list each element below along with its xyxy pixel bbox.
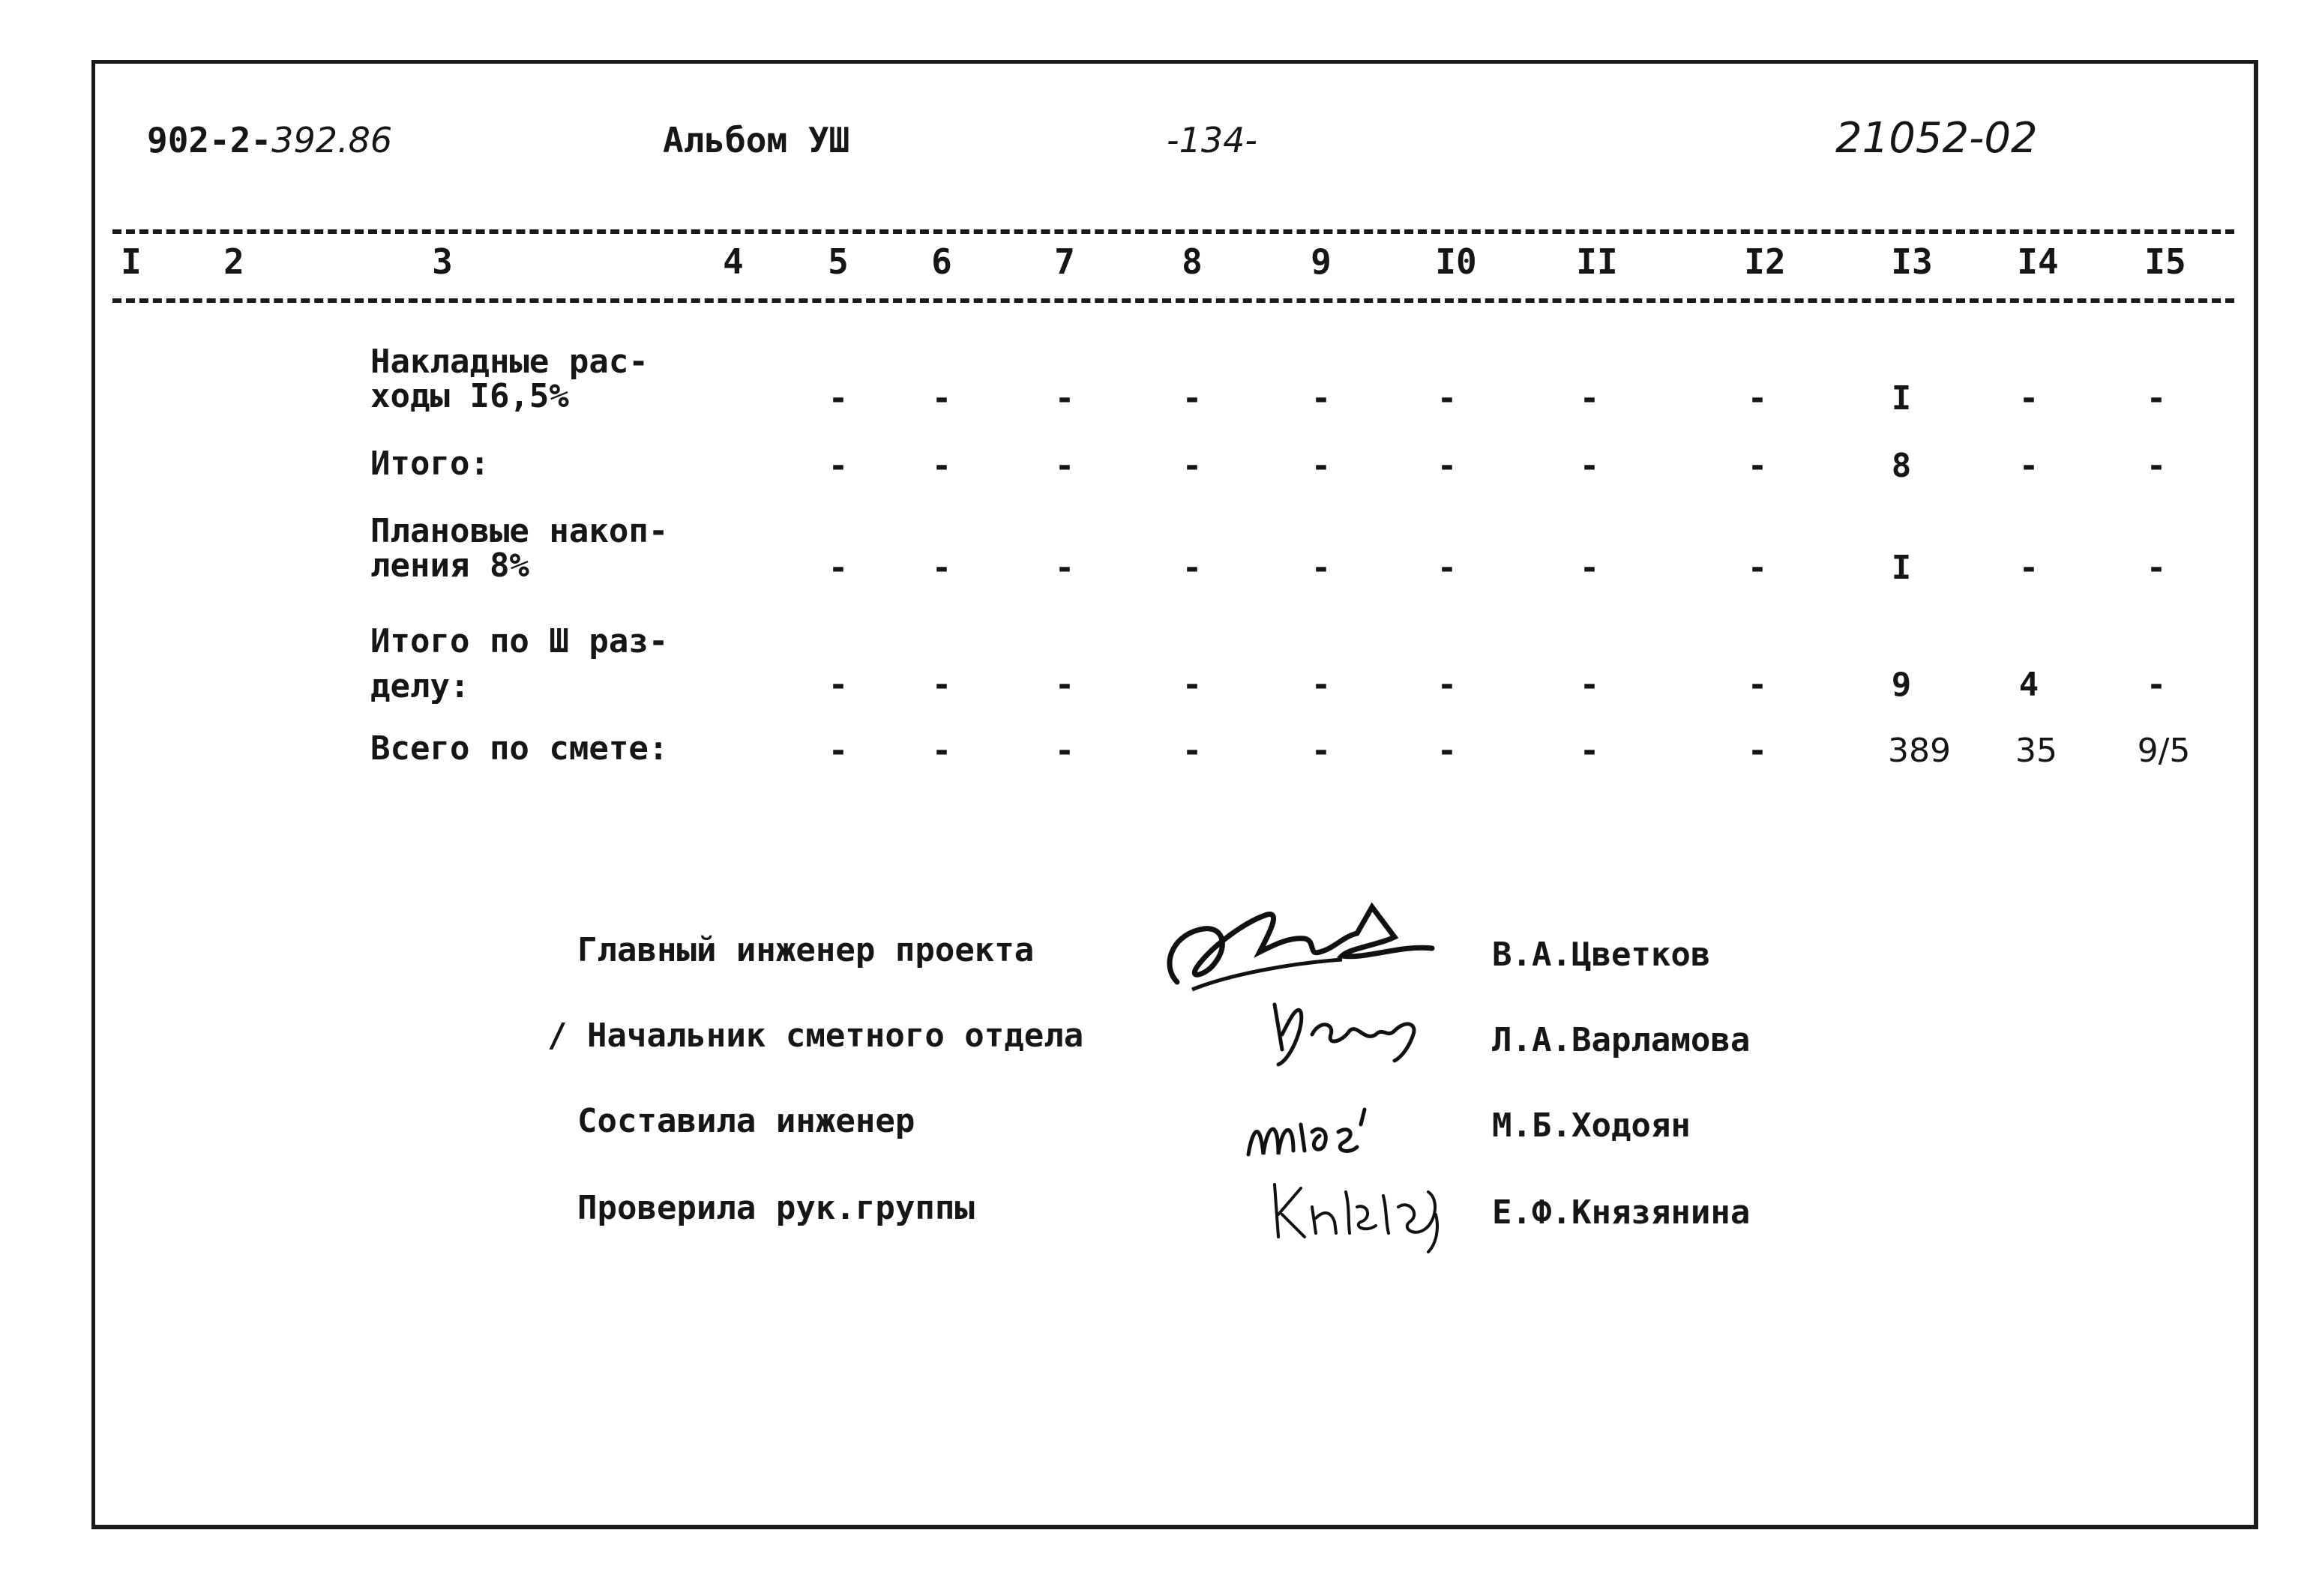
col-num-9: 9 bbox=[1311, 241, 1332, 282]
cell-r2-c7: - bbox=[1054, 447, 1075, 485]
signature-checker bbox=[1260, 1169, 1455, 1259]
sig-name-estimate-head: Л.А.Варламова bbox=[1492, 1021, 1751, 1059]
cell-r1-c13: I bbox=[1891, 379, 1912, 418]
cell-r2-c14: - bbox=[2018, 447, 2039, 485]
cell-r5-c8: - bbox=[1182, 732, 1203, 770]
cell-r4-c15: - bbox=[2146, 666, 2167, 704]
sig-title-estimate-head: / Начальник сметного отдела bbox=[547, 1017, 1084, 1055]
cell-r1-c6: - bbox=[931, 379, 952, 418]
col-num-15: I5 bbox=[2144, 241, 2186, 282]
cell-r2-c12: - bbox=[1747, 447, 1768, 485]
cell-r1-c7: - bbox=[1054, 379, 1075, 418]
cell-r4-c13: 9 bbox=[1891, 666, 1912, 704]
cell-r4-c8: - bbox=[1182, 666, 1203, 704]
col-num-1: I bbox=[121, 241, 142, 282]
cell-r1-c15: - bbox=[2146, 379, 2167, 418]
cell-r4-c7: - bbox=[1054, 666, 1075, 704]
cell-r3-c6: - bbox=[931, 549, 952, 587]
cell-r3-c8: - bbox=[1182, 549, 1203, 587]
cell-r5-c13: 389 bbox=[1888, 732, 1951, 770]
project-number: 21052-02 bbox=[1835, 114, 2038, 163]
cell-r2-c5: - bbox=[828, 447, 849, 485]
col-num-10: I0 bbox=[1435, 241, 1477, 282]
cell-r1-c8: - bbox=[1182, 379, 1203, 418]
cell-r5-c12: - bbox=[1747, 732, 1768, 770]
cell-r1-c11: - bbox=[1579, 379, 1600, 418]
cell-r3-c15: - bbox=[2146, 549, 2167, 587]
cell-r2-c6: - bbox=[931, 447, 952, 485]
doc-code-handwritten: 392.86 bbox=[271, 120, 393, 160]
cell-r1-c10: - bbox=[1437, 379, 1458, 418]
col-num-14: I4 bbox=[2017, 241, 2059, 282]
row-label-subtotal: Итого: bbox=[370, 445, 490, 483]
cell-r4-c11: - bbox=[1579, 666, 1600, 704]
cell-r5-c11: - bbox=[1579, 732, 1600, 770]
album-label: Альбом УШ bbox=[663, 120, 850, 160]
col-num-11: II bbox=[1576, 241, 1618, 282]
page-frame bbox=[91, 60, 2258, 1529]
col-num-13: I3 bbox=[1891, 241, 1933, 282]
cell-r2-c15: - bbox=[2146, 447, 2167, 485]
cell-r4-c10: - bbox=[1437, 666, 1458, 704]
cell-r3-c5: - bbox=[828, 549, 849, 587]
doc-code-printed: 902-2- bbox=[147, 120, 272, 160]
cell-r5-c6: - bbox=[931, 732, 952, 770]
cell-r2-c8: - bbox=[1182, 447, 1203, 485]
signature-chief-engineer bbox=[1155, 892, 1440, 1005]
cell-r4-c6: - bbox=[931, 666, 952, 704]
sig-title-checker: Проверила рук.группы bbox=[577, 1189, 975, 1227]
cell-r3-c12: - bbox=[1747, 549, 1768, 587]
sig-title-compiler: Составила инженер bbox=[577, 1102, 915, 1140]
cell-r4-c5: - bbox=[828, 666, 849, 704]
cell-r2-c9: - bbox=[1311, 447, 1332, 485]
cell-r5-c7: - bbox=[1054, 732, 1075, 770]
col-num-5: 5 bbox=[828, 241, 849, 282]
col-num-6: 6 bbox=[931, 241, 952, 282]
cell-r5-c10: - bbox=[1437, 732, 1458, 770]
cell-r1-c12: - bbox=[1747, 379, 1768, 418]
sig-name-chief-engineer: В.А.Цветков bbox=[1492, 936, 1711, 974]
header-bottom-rule bbox=[112, 298, 2234, 303]
doc-code bbox=[147, 120, 392, 160]
col-num-7: 7 bbox=[1054, 241, 1075, 282]
sig-name-checker: Е.Ф.Князянина bbox=[1492, 1193, 1751, 1232]
cell-r2-c11: - bbox=[1579, 447, 1600, 485]
cell-r5-c14: 35 bbox=[2015, 732, 2057, 770]
cell-r3-c14: - bbox=[2018, 549, 2039, 587]
cell-r3-c7: - bbox=[1054, 549, 1075, 587]
cell-r4-c12: - bbox=[1747, 666, 1768, 704]
col-num-4: 4 bbox=[723, 241, 744, 282]
col-num-2: 2 bbox=[223, 241, 244, 282]
signature-compiler bbox=[1237, 1094, 1387, 1169]
cell-r1-c14: - bbox=[2018, 379, 2039, 418]
signature-estimate-head bbox=[1260, 990, 1432, 1072]
row-label-planned-savings: Плановые накоп- ления 8% bbox=[370, 512, 669, 585]
cell-r4-c14: 4 bbox=[2018, 666, 2039, 704]
row-label-section-total: Итого по Ш раз- делу: bbox=[370, 622, 669, 705]
col-num-3: 3 bbox=[432, 241, 453, 282]
row-label-overhead: Накладные рас- ходы I6,5% bbox=[370, 343, 649, 415]
sig-name-compiler: М.Б.Ходоян bbox=[1492, 1106, 1691, 1145]
cell-r4-c9: - bbox=[1311, 666, 1332, 704]
sig-title-chief-engineer: Главный инженер проекта bbox=[577, 931, 1035, 969]
cell-r2-c13: 8 bbox=[1891, 447, 1912, 485]
header-top-rule bbox=[112, 229, 2234, 234]
cell-r2-c10: - bbox=[1437, 447, 1458, 485]
col-num-12: I2 bbox=[1744, 241, 1786, 282]
col-num-8: 8 bbox=[1182, 241, 1203, 282]
row-label-estimate-total: Всего по смете: bbox=[370, 729, 669, 768]
cell-r5-c15: 9/5 bbox=[2137, 732, 2191, 770]
cell-r3-c10: - bbox=[1437, 549, 1458, 587]
cell-r3-c13: I bbox=[1891, 549, 1912, 587]
cell-r5-c5: - bbox=[828, 732, 849, 770]
cell-r5-c9: - bbox=[1311, 732, 1332, 770]
cell-r1-c5: - bbox=[828, 379, 849, 418]
page-number: -134- bbox=[1167, 120, 1257, 160]
cell-r3-c11: - bbox=[1579, 549, 1600, 587]
cell-r3-c9: - bbox=[1311, 549, 1332, 587]
cell-r1-c9: - bbox=[1311, 379, 1332, 418]
